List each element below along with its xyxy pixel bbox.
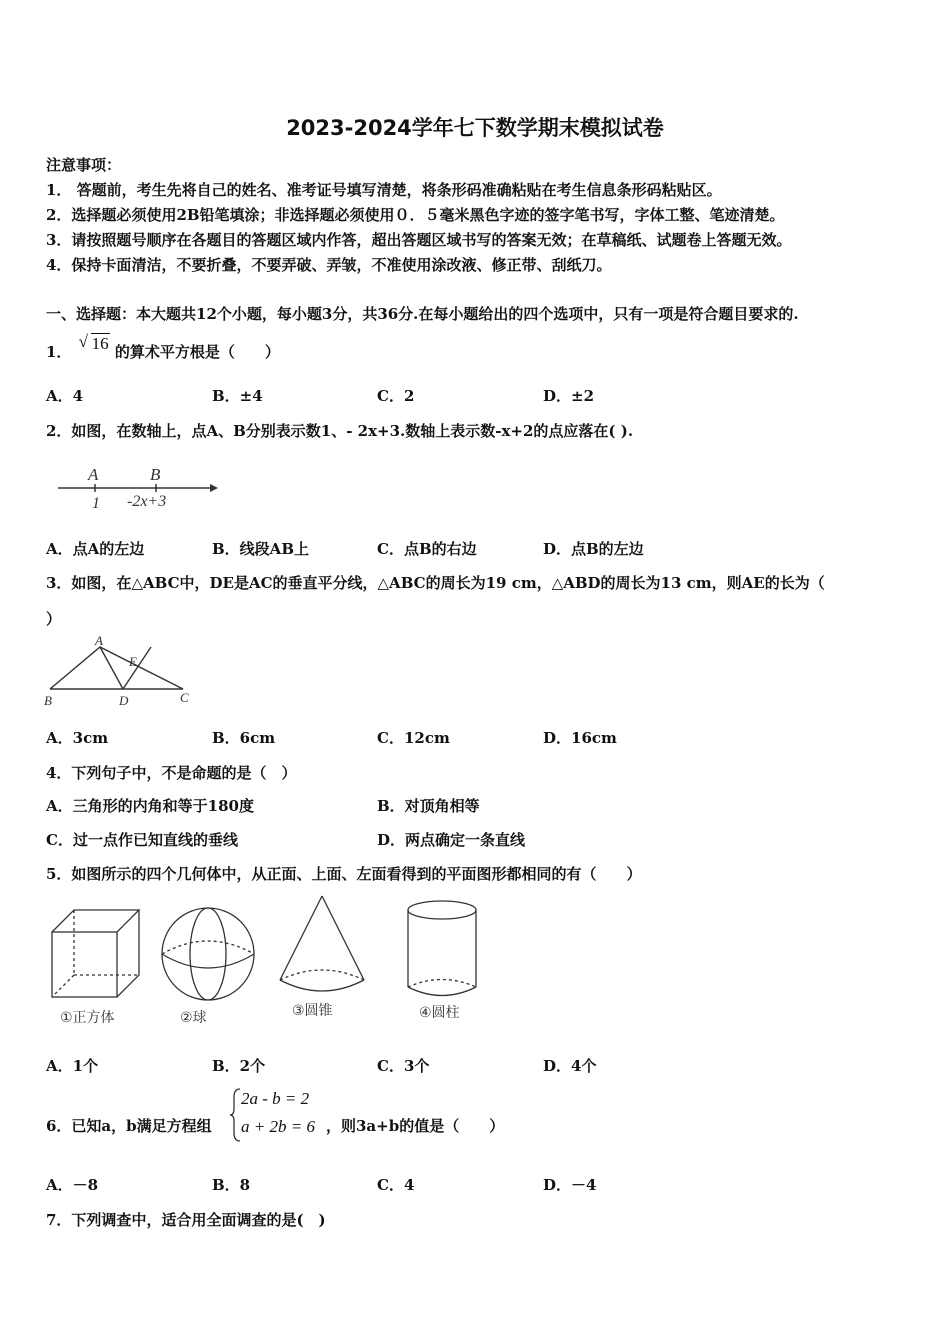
question-6-suffix: ，则3a+b的值是（ ） (326, 1117, 505, 1135)
point-b-label: B (150, 465, 161, 484)
option-b: B．2个 (212, 1057, 266, 1075)
point-d: D (119, 693, 129, 708)
option-c: C．4 (377, 1176, 415, 1194)
sqrt-radicand: 16 (91, 334, 109, 353)
question-6-prefix: 6．已知a，b满足方程组 (46, 1117, 212, 1135)
question-3-continued: ） (46, 610, 62, 628)
sphere-shape (162, 908, 254, 1000)
question-4: 4．下列句子中，不是命题的是（ ） (46, 764, 297, 782)
option-c: C．12cm (377, 729, 450, 747)
option-b: B．线段AB上 (212, 540, 309, 558)
question-1 (46, 332, 280, 362)
point-b-value: -2x+3 (127, 493, 167, 510)
option-c: C．2 (377, 387, 415, 405)
solids-figure (46, 892, 486, 1032)
number-line-figure (55, 460, 225, 520)
option-b: B．6cm (212, 729, 276, 747)
option-a: A．3cm (46, 729, 109, 747)
option-d: D．±2 (543, 387, 595, 405)
question-number: 1． (46, 343, 72, 361)
notice-item: 2．选择题必须使用2B铅笔填涂；非选择题必须使用０．５毫米黑色字迹的签字笔书写，字体工整、笔迹清楚。 (46, 206, 785, 224)
cube-caption: ①正方体 (60, 1010, 115, 1026)
vertex-a: A (95, 633, 103, 648)
option-a: A．点A的左边 (46, 540, 145, 558)
option-c: C．点B的右边 (377, 540, 477, 558)
point-a-label: A (88, 465, 99, 484)
cube-shape (52, 910, 139, 997)
system-brace (229, 1087, 241, 1143)
option-a: A．1个 (46, 1057, 99, 1075)
question-2: 2．如图，在数轴上，点A、B分别表示数1、- 2x+3.数轴上表示数-x+2的点应落在( ). (46, 422, 634, 440)
question-3: 3．如图，在△ABC中，DE是AC的垂直平分线，△ABC的周长为19 cm，△ABD的周长为13 cm，则AE的长为（ (46, 574, 825, 592)
notice-item: 4．保持卡面清洁，不要折叠，不要弄破、弄皱，不准使用涂改液、修正带、刮纸刀。 (46, 256, 612, 274)
question-7: 7．下列调查中，适合用全面调查的是( ) (46, 1211, 326, 1229)
notice-heading: 注意事项： (46, 156, 122, 174)
option-d: D．－4 (543, 1176, 597, 1194)
section-heading: 一、选择题：本大题共12个小题，每小题3分，共36分.在每小题给出的四个选项中，只有一项是符合题目要求的. (46, 305, 799, 323)
cylinder-shape (408, 901, 476, 996)
question-5: 5．如图所示的四个几何体中，从正面、上面、左面看得到的平面图形都相同的有（ ） (46, 865, 642, 883)
option-d: D．两点确定一条直线 (377, 831, 526, 849)
option-b: B．8 (212, 1176, 251, 1194)
option-b: B．±4 (212, 387, 263, 405)
cone-shape (280, 896, 364, 991)
option-a: A．三角形的内角和等于180度 (46, 797, 254, 815)
option-c: C．3个 (377, 1057, 430, 1075)
option-d: D．4个 (543, 1057, 597, 1075)
option-d: D．16cm (543, 729, 617, 747)
option-c: C．过一点作已知直线的垂线 (46, 831, 238, 849)
question-text: 的算术平方根是（ ） (114, 343, 280, 361)
point-a-value: 1 (92, 495, 100, 512)
triangle-figure (44, 635, 194, 710)
option-a: A．－8 (46, 1176, 99, 1194)
cone-caption: ③圆锥 (292, 1003, 333, 1019)
vertex-b: B (44, 693, 52, 708)
equation-2: a + 2b = 6 (241, 1117, 315, 1136)
equation-1: 2a - b = 2 (241, 1089, 310, 1108)
sphere-caption: ②球 (180, 1010, 207, 1026)
point-e: E (129, 654, 137, 669)
sqrt-expression (79, 334, 110, 354)
notice-item: 3．请按照题号顺序在各题目的答题区域内作答，超出答题区域书写的答案无效；在草稿纸、试题卷上答题无效。 (46, 231, 792, 249)
page-title: 2023-2024学年七下数学期末模拟试卷 (286, 116, 664, 140)
option-d: D．点B的左边 (543, 540, 644, 558)
option-a: A．4 (46, 387, 84, 405)
vertex-c: C (180, 690, 189, 705)
option-b: B．对顶角相等 (377, 797, 480, 815)
cylinder-caption: ④圆柱 (419, 1005, 460, 1021)
sqrt-sign: √ (78, 332, 89, 351)
notice-item: 1． 答题前，考生先将自己的姓名、准考证号填写清楚，将条形码准确粘贴在考生信息条形码粘贴区。 (46, 181, 722, 199)
